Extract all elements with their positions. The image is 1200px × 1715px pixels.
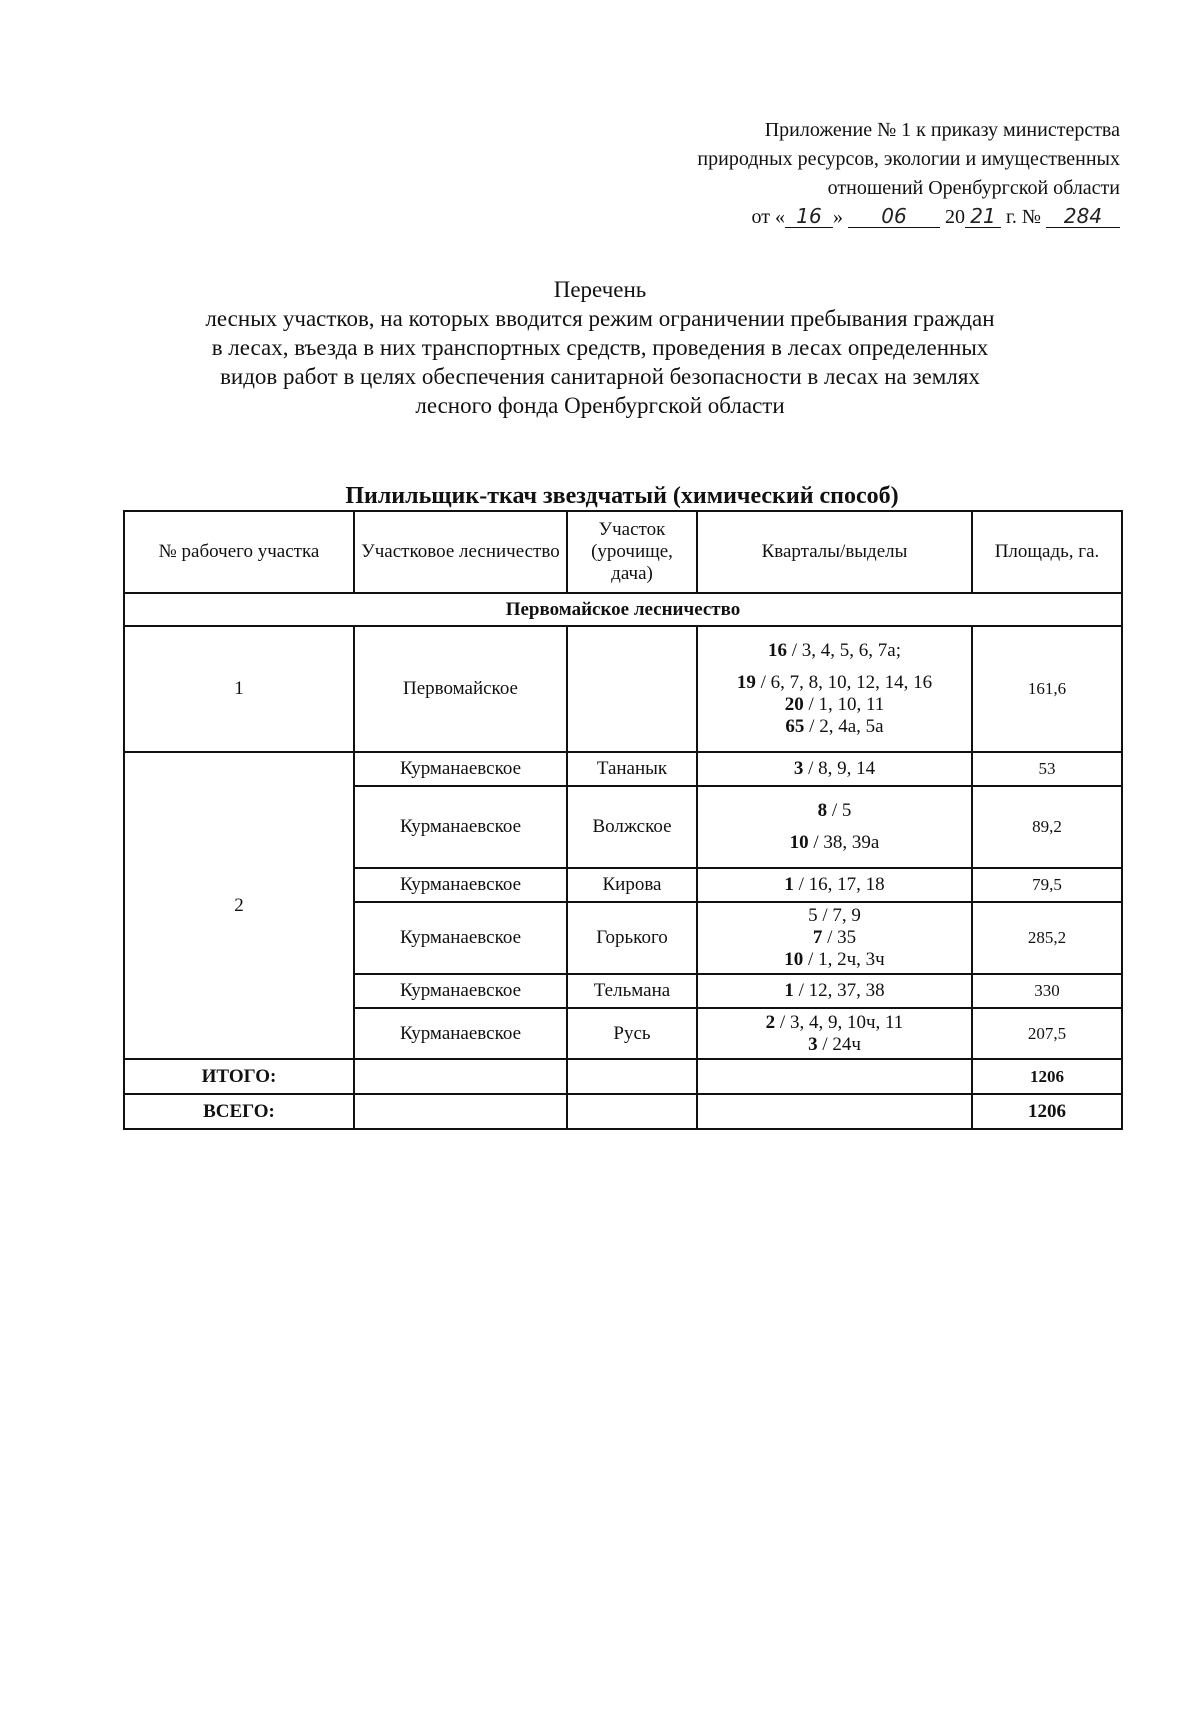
site-cell: Тананык <box>567 752 697 786</box>
forest-plots-table <box>123 510 1123 1130</box>
appendix-line-2: природных ресурсов, экологии и имущественных <box>697 148 1120 170</box>
empty-cell <box>354 1094 567 1129</box>
total-row-vsego <box>124 1094 1122 1129</box>
quarter-sections: / 38, 39а <box>808 832 880 853</box>
quarter-sections: / 8, 9, 14 <box>803 758 876 779</box>
quarter-number: 8 <box>817 800 828 821</box>
quarter-number: 3 <box>793 758 804 779</box>
forestry-cell: Первомайское <box>354 626 567 752</box>
order-year-prefix: 20 <box>944 206 965 228</box>
total-label: ИТОГО: <box>124 1059 354 1094</box>
table-caption: Пилильщик-ткач звездчатый (химический способ) <box>345 483 899 509</box>
order-month-handwritten: 06 <box>848 205 940 228</box>
site-cell <box>567 626 697 752</box>
quarter-number: 20 <box>784 694 804 715</box>
quarter-number: 16 <box>768 640 787 661</box>
quarters-cell <box>697 752 972 786</box>
appendix-line-3: отношений Оренбургской области <box>827 177 1120 199</box>
quarter-number: 1 <box>784 980 794 1001</box>
quarters-cell <box>697 902 972 974</box>
quarters-cell <box>697 974 972 1008</box>
order-date-line <box>560 203 1120 232</box>
area-cell: 53 <box>972 752 1122 786</box>
title-line-4: видов работ в целях обеспечения санитарной безопасности в лесах на землях <box>220 364 980 389</box>
empty-cell <box>697 1059 972 1094</box>
quarter-number: 10 <box>789 832 809 853</box>
forestry-cell: Курманаевское <box>354 786 567 868</box>
order-prefix: от « <box>751 206 785 228</box>
quarter-number: 1 <box>784 874 794 895</box>
title-line-3: в лесах, въезда в них транспортных средств, проведения в лесах определенных <box>211 335 989 360</box>
order-number-label: г. № <box>1005 206 1041 228</box>
section-title: Первомайское лесничество <box>124 593 1122 626</box>
quarter-sections: / 24ч <box>817 1033 861 1055</box>
total-value: 1206 <box>972 1059 1122 1094</box>
quarter-sections: / 2, 4а, 5а <box>804 716 884 737</box>
forestry-cell: Курманаевское <box>354 974 567 1008</box>
quarter-number: 65 <box>785 716 805 737</box>
total-row-itogo <box>124 1059 1122 1094</box>
plot-number-cell: 2 <box>124 752 354 1059</box>
quarter-number: 7 <box>812 927 823 948</box>
header-plot-number: № рабочего участка <box>124 511 354 593</box>
site-cell: Кирова <box>567 868 697 902</box>
grand-total-value: 1206 <box>972 1094 1122 1129</box>
header-area: Площадь, га. <box>972 511 1122 593</box>
quarter-sections: / 1, 10, 11 <box>803 694 885 715</box>
header-site: Участок (урочище, дача) <box>567 511 697 593</box>
order-year-handwritten: 21 <box>965 205 1001 228</box>
quarters-cell <box>697 1008 972 1059</box>
title-line-5: лесного фонда Оренбургской области <box>415 393 785 418</box>
order-number-handwritten: 284 <box>1046 205 1120 228</box>
area-cell: 79,5 <box>972 868 1122 902</box>
quarter-sections: / 3, 4, 5, 6, 7а; <box>787 640 901 661</box>
table-row <box>124 626 1122 752</box>
quarters-cell <box>697 868 972 902</box>
empty-cell <box>567 1059 697 1094</box>
quarter-number: 3 <box>808 1033 818 1055</box>
area-cell: 330 <box>972 974 1122 1008</box>
forestry-cell: Курманаевское <box>354 752 567 786</box>
site-cell: Волжское <box>567 786 697 868</box>
forestry-cell: Курманаевское <box>354 868 567 902</box>
quarter-sections: / 3, 4, 9, 10ч, 11 <box>775 1011 904 1033</box>
quarter-sections: / 12, 37, 38 <box>793 980 885 1001</box>
order-close-quote: » <box>832 206 843 228</box>
empty-cell <box>697 1094 972 1129</box>
forestry-cell: Курманаевское <box>354 902 567 974</box>
quarter-sections: / 1, 2ч, 3ч <box>803 949 885 970</box>
site-cell: Русь <box>567 1008 697 1059</box>
document-title <box>100 275 1100 420</box>
quarter-sections: / 35 <box>822 927 857 948</box>
empty-cell <box>354 1059 567 1094</box>
area-cell: 285,2 <box>972 902 1122 974</box>
header-quarters: Кварталы/выделы <box>697 511 972 593</box>
title-line-2: лесных участков, на которых вводится режим ограничении пребывания граждан <box>205 306 995 331</box>
site-cell: Тельмана <box>567 974 697 1008</box>
quarter-number: 10 <box>784 949 804 970</box>
order-day-handwritten: 16 <box>785 205 833 228</box>
area-cell: 89,2 <box>972 786 1122 868</box>
section-row <box>124 593 1122 626</box>
site-cell: Горького <box>567 902 697 974</box>
appendix-header <box>560 116 1120 232</box>
quarter-number: 2 <box>765 1011 776 1033</box>
appendix-line-1: Приложение № 1 к приказу министерства <box>764 119 1120 141</box>
quarter-sections: / 5 <box>827 800 852 821</box>
quarter-sections: / 6, 7, 8, 10, 12, 14, 16 <box>755 672 933 693</box>
area-cell: 161,6 <box>972 626 1122 752</box>
title-line-1: Перечень <box>553 277 647 302</box>
plot-number-cell: 1 <box>124 626 354 752</box>
quarter-number: 19 <box>736 672 756 693</box>
quarters-cell <box>697 626 972 752</box>
empty-cell <box>567 1094 697 1129</box>
quarters-cell <box>697 786 972 868</box>
forestry-cell: Курманаевское <box>354 1008 567 1059</box>
grand-total-label: ВСЕГО: <box>124 1094 354 1129</box>
table-header-row <box>124 511 1122 593</box>
quarter-entry: 5 / 7, 9 <box>808 905 861 926</box>
header-forestry: Участковое лесничество <box>354 511 567 593</box>
table-row <box>124 752 1122 786</box>
area-cell: 207,5 <box>972 1008 1122 1059</box>
quarter-sections: / 16, 17, 18 <box>793 874 885 895</box>
